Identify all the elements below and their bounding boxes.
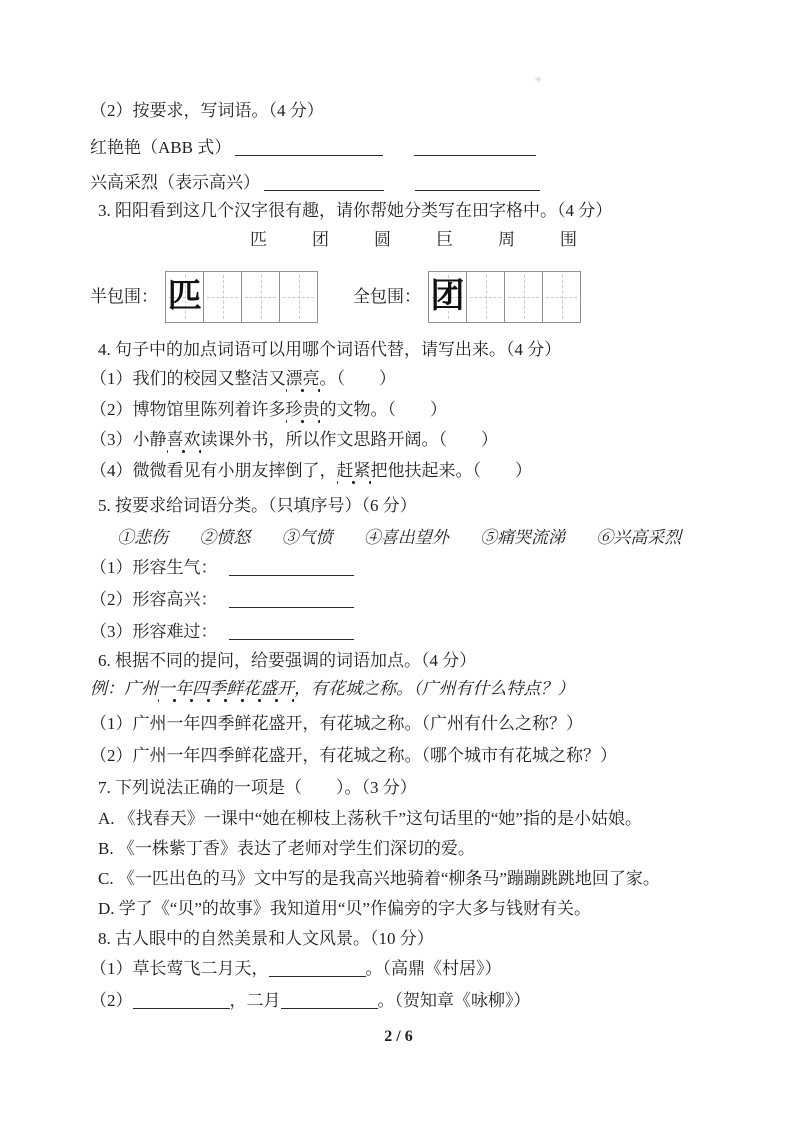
q2-line-abb-label: 红艳艳（ABB 式） — [90, 138, 232, 157]
tianzige-cell-empty[interactable] — [280, 272, 317, 322]
character-item: 匹 — [250, 230, 267, 249]
sentence-pre: （3）小静 — [90, 430, 167, 449]
scan-smudge-mark: ✳ — [534, 75, 543, 86]
handwritten-char: 团 — [430, 278, 465, 315]
word-bank-item: ②愤怒 — [199, 528, 251, 547]
q7-option-a: A. 《找春天》一课中“她在柳枝上荡秋千”这句话里的“她”指的是小姑娘。 — [98, 809, 642, 828]
verse-pre: （1）草长莺飞二月天， — [90, 959, 269, 978]
sentence-pre: （4）微微看见有小朋友摔倒了， — [90, 461, 337, 480]
verse-post: 。（贺知章《咏柳》） — [377, 991, 531, 1010]
page-number: 2 / 6 — [384, 1028, 413, 1045]
q3-grids-row — [90, 271, 745, 323]
emphasized-word: 珍贵 — [286, 400, 320, 425]
q2-line-abb — [90, 137, 745, 159]
sentence-post: 把他扶起来。（ ） — [370, 461, 532, 480]
verse-mid: ，二月 — [229, 991, 281, 1010]
character-item: 圆 — [374, 230, 391, 249]
tianzige-cell-filled — [429, 272, 467, 322]
q4-item-2 — [90, 399, 745, 421]
q7-heading: 7. 下列说法正确的一项是（ ）。（3 分） — [98, 778, 417, 797]
answer-blank[interactable] — [264, 172, 384, 191]
fully-enclosed-label: 全包围： — [353, 287, 421, 306]
tianzige-grid-full — [428, 271, 581, 323]
q5-heading: 5. 按要求给词语分类。（只填序号）（6 分） — [98, 496, 417, 515]
q6-item-2: （2）广州一年四季鲜花盛开，有花城之称。（哪个城市有花城之称？） — [90, 746, 617, 765]
q7-option-b: B. 《一株紫丁香》表达了老师对学生们深切的爱。 — [98, 839, 475, 858]
word-bank-item: ⑥兴高采烈 — [596, 528, 682, 547]
character-item: 巨 — [436, 230, 453, 249]
q6-item-1: （1）广州一年四季鲜花盛开，有花城之称。（广州有什么之称？） — [90, 714, 583, 733]
emphasized-word: 漂亮 — [286, 369, 320, 394]
sentence-pre: （1）我们的校园又整洁又 — [90, 369, 286, 388]
example-post: ，有花城之称。（广州有什么特点？） — [294, 679, 575, 698]
q5-item-label: （3）形容难过： — [90, 622, 218, 641]
q6-example — [90, 678, 745, 700]
tianzige-cell-empty[interactable] — [467, 272, 505, 322]
q6-heading: 6. 根据不同的提问，给要强调的词语加点。（4 分） — [98, 651, 477, 670]
answer-blank[interactable] — [229, 589, 354, 608]
answer-blank[interactable] — [133, 990, 230, 1009]
q4-item-4 — [90, 460, 745, 482]
sentence-pre: （2）博物馆里陈列着许多 — [90, 400, 286, 419]
sentence-post: 的文物。（ ） — [319, 400, 447, 419]
q5-word-bank — [117, 527, 745, 549]
q2-line-happy-label: 兴高采烈（表示高兴） — [90, 173, 260, 192]
q4-item-3 — [90, 429, 745, 451]
answer-blank[interactable] — [415, 172, 540, 191]
q5-item-label: （1）形容生气： — [90, 558, 218, 577]
handwritten-char: 匹 — [167, 278, 202, 315]
tianzige-cell-empty[interactable] — [505, 272, 543, 322]
q5-item-2 — [90, 589, 745, 611]
sentence-post: 。（ ） — [319, 369, 396, 388]
example-pre: 例：广州 — [90, 679, 158, 698]
tianzige-grid-semi — [165, 271, 318, 323]
emphasized-word: 喜欢 — [167, 430, 201, 455]
answer-blank[interactable] — [229, 621, 354, 640]
q5-item-label: （2）形容高兴： — [90, 590, 218, 609]
word-bank-item: ①悲伤 — [117, 528, 168, 547]
emphasized-word: 赶紧 — [337, 461, 371, 486]
q8-item-2 — [90, 990, 745, 1012]
q4-item-1 — [90, 368, 745, 390]
q3-character-bank — [250, 229, 745, 251]
character-item: 围 — [560, 230, 577, 249]
q5-item-1 — [90, 557, 745, 579]
answer-blank[interactable] — [235, 137, 383, 156]
q4-heading: 4. 句子中的加点词语可以用哪个词语代替，请写出来。（4 分） — [98, 340, 562, 359]
q3-heading: 3. 阳阳看到这几个汉字很有趣，请你帮她分类写在田字格中。（4 分） — [98, 201, 613, 220]
answer-blank[interactable] — [269, 958, 366, 977]
semi-enclosed-group — [90, 271, 318, 323]
q7-option-d: D. 学了《“贝”的故事》我知道用“贝”作偏旁的字大多与钱财有关。 — [98, 899, 591, 918]
word-bank-item: ④喜出望外 — [363, 528, 449, 547]
q8-item-1 — [90, 958, 745, 980]
verse-post: 。（高鼎《村居》） — [365, 959, 502, 978]
q8-heading: 8. 古人眼中的自然美景和人文风景。（10 分） — [98, 929, 434, 948]
fully-enclosed-group — [353, 271, 581, 323]
emphasized-phrase: 一年四季鲜花盛开 — [158, 679, 294, 704]
q5-item-3 — [90, 621, 745, 643]
q2-line-happy — [90, 172, 745, 194]
answer-blank[interactable] — [229, 557, 354, 576]
character-item: 团 — [312, 230, 329, 249]
word-bank-item: ⑤痛哭流涕 — [480, 528, 565, 547]
tianzige-cell-empty[interactable] — [204, 272, 242, 322]
semi-enclosed-label: 半包围： — [90, 287, 158, 306]
answer-blank[interactable] — [281, 990, 378, 1009]
q2-heading: （2）按要求，写词语。（4 分） — [90, 101, 324, 120]
character-item: 周 — [498, 230, 515, 249]
q7-option-c: C. 《一匹出色的马》文中写的是我高兴地骑着“柳条马”蹦蹦跳跳地回了家。 — [98, 869, 660, 888]
word-bank-item: ③气愤 — [281, 528, 333, 547]
tianzige-cell-empty[interactable] — [242, 272, 280, 322]
sentence-post: 读课外书，所以作文思路开阔。（ ） — [200, 430, 498, 449]
tianzige-cell-filled — [166, 272, 204, 322]
tianzige-cell-empty[interactable] — [543, 272, 580, 322]
answer-blank[interactable] — [414, 137, 536, 156]
verse-pre: （2） — [90, 991, 133, 1010]
